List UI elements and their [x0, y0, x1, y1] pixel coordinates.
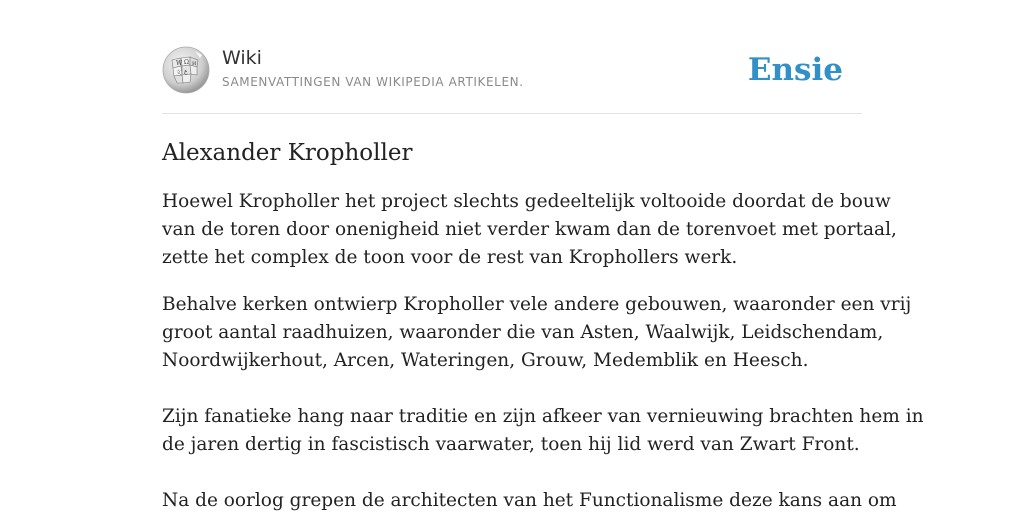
- article-content: [162, 134, 924, 512]
- paragraph-line: van de toren door onenigheid niet verder kwam dan de torenvoet met portaal,: [162, 219, 897, 240]
- site-title[interactable]: Wiki: [222, 47, 262, 69]
- paragraph-line: zette het complex de toon voor de rest van Krophollers werk.: [162, 247, 738, 268]
- article-title: Alexander Kropholler: [162, 140, 413, 166]
- paragraph-line: Hoewel Kropholler het project slechts gedeeltelijk voltooide doordat de bouw: [162, 191, 891, 212]
- header-divider: [162, 113, 862, 114]
- ensie-logo-link[interactable]: Ensie: [747, 52, 843, 88]
- article-paragraph: [162, 487, 897, 512]
- svg-text:И: И: [192, 61, 197, 67]
- article-paragraph: [162, 188, 897, 272]
- paragraph-line: de jaren dertig in fascistisch vaarwater, toen hij lid werd van Zwart Front.: [162, 434, 860, 455]
- paragraph-line: Na de oorlog grepen de architecten van het Functionalisme deze kans aan om: [162, 490, 897, 511]
- site-header: [162, 46, 862, 96]
- paragraph-line: Behalve kerken ontwierp Kropholler vele andere gebouwen, waaronder een vrij: [162, 294, 912, 315]
- paragraph-line: groot aantal raadhuizen, waaronder die van Asten, Waalwijk, Leidschendam,: [162, 322, 884, 343]
- site-tagline: SAMENVATTINGEN VAN WIKIPEDIA ARTIKELEN.: [222, 75, 524, 89]
- svg-text:文: 文: [176, 70, 182, 76]
- wikipedia-globe-icon[interactable]: [162, 46, 210, 94]
- svg-text:Ω: Ω: [184, 59, 189, 66]
- site-brand: [222, 46, 524, 89]
- svg-text:ع: ع: [184, 68, 188, 75]
- article-paragraph: [162, 403, 924, 459]
- paragraph-line: Zijn fanatieke hang naar traditie en zijn afkeer van vernieuwing brachten hem in: [162, 406, 924, 427]
- paragraph-line: Noordwijkerhout, Arcen, Wateringen, Grouw, Medemblik en Heesch.: [162, 350, 809, 371]
- article-paragraph: [162, 291, 912, 375]
- svg-text:W: W: [176, 60, 183, 67]
